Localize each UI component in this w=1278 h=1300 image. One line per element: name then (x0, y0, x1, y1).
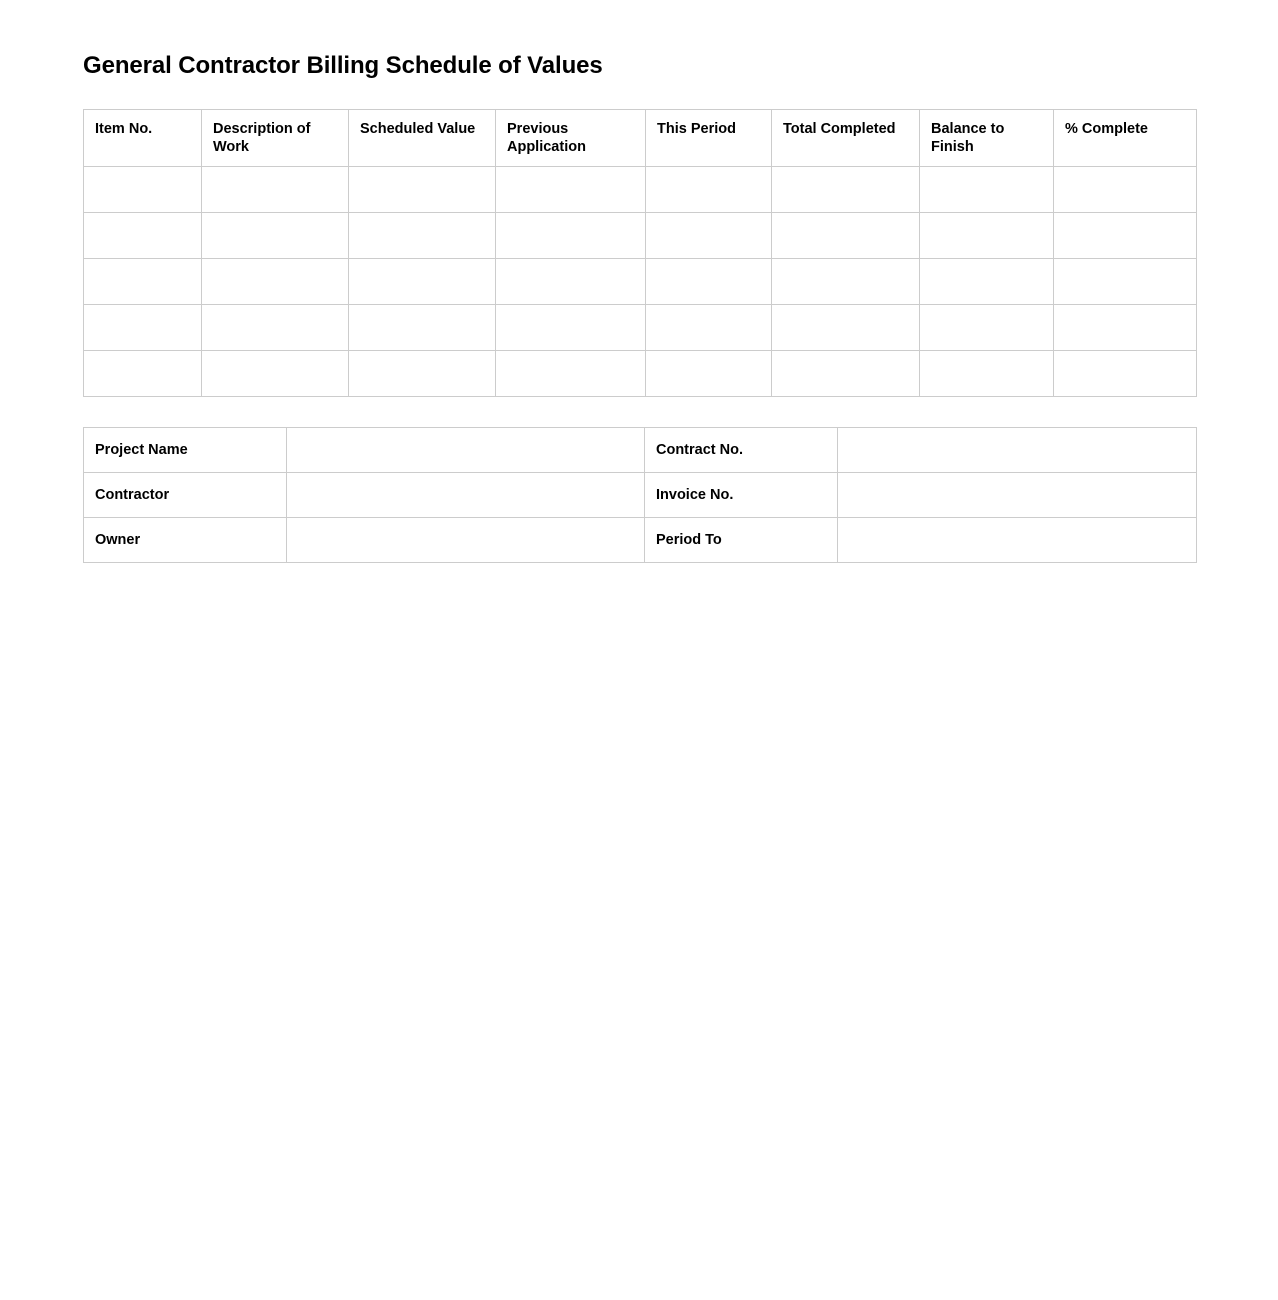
info-value-contractor[interactable] (287, 473, 645, 518)
cell-previous-app[interactable] (496, 351, 646, 397)
schedule-of-values-table (83, 109, 1197, 397)
cell-this-period[interactable] (646, 259, 772, 305)
cell-total-completed[interactable] (772, 305, 920, 351)
cell-percent-complete[interactable] (1054, 167, 1197, 213)
cell-description[interactable] (202, 351, 349, 397)
table-row (84, 167, 1197, 213)
cell-balance-finish[interactable] (920, 213, 1054, 259)
info-label-contractor: Contractor (84, 473, 287, 518)
cell-total-completed[interactable] (772, 259, 920, 305)
cell-this-period[interactable] (646, 167, 772, 213)
info-value-invoice-no[interactable] (838, 473, 1197, 518)
column-header-balance-finish: Balance to Finish (920, 110, 1054, 167)
cell-total-completed[interactable] (772, 213, 920, 259)
cell-scheduled-value[interactable] (349, 213, 496, 259)
cell-previous-app[interactable] (496, 259, 646, 305)
cell-previous-app[interactable] (496, 167, 646, 213)
column-header-this-period: This Period (646, 110, 772, 167)
info-label-invoice-no: Invoice No. (645, 473, 838, 518)
cell-this-period[interactable] (646, 305, 772, 351)
cell-item-no[interactable] (84, 213, 202, 259)
cell-this-period[interactable] (646, 351, 772, 397)
column-header-previous-app: Previous Application (496, 110, 646, 167)
table-row (84, 213, 1197, 259)
table-row (84, 259, 1197, 305)
cell-previous-app[interactable] (496, 305, 646, 351)
cell-scheduled-value[interactable] (349, 351, 496, 397)
cell-item-no[interactable] (84, 351, 202, 397)
cell-this-period[interactable] (646, 213, 772, 259)
column-header-total-completed: Total Completed (772, 110, 920, 167)
column-header-item-no: Item No. (84, 110, 202, 167)
column-header-description: Description of Work (202, 110, 349, 167)
column-header-percent-complete: % Complete (1054, 110, 1197, 167)
info-value-project-name[interactable] (287, 428, 645, 473)
info-label-contract-no: Contract No. (645, 428, 838, 473)
info-row (84, 473, 1197, 518)
cell-balance-finish[interactable] (920, 305, 1054, 351)
cell-scheduled-value[interactable] (349, 259, 496, 305)
project-info-table (83, 427, 1197, 563)
info-label-period-to: Period To (645, 518, 838, 563)
cell-scheduled-value[interactable] (349, 305, 496, 351)
cell-percent-complete[interactable] (1054, 351, 1197, 397)
cell-balance-finish[interactable] (920, 351, 1054, 397)
cell-description[interactable] (202, 213, 349, 259)
info-row (84, 518, 1197, 563)
cell-balance-finish[interactable] (920, 167, 1054, 213)
cell-description[interactable] (202, 167, 349, 213)
info-label-project-name: Project Name (84, 428, 287, 473)
column-header-scheduled-value: Scheduled Value (349, 110, 496, 167)
table-row (84, 305, 1197, 351)
cell-scheduled-value[interactable] (349, 167, 496, 213)
table-header-row (84, 110, 1197, 167)
cell-previous-app[interactable] (496, 213, 646, 259)
info-value-owner[interactable] (287, 518, 645, 563)
cell-percent-complete[interactable] (1054, 259, 1197, 305)
info-row (84, 428, 1197, 473)
cell-description[interactable] (202, 259, 349, 305)
cell-item-no[interactable] (84, 167, 202, 213)
info-label-owner: Owner (84, 518, 287, 563)
cell-item-no[interactable] (84, 305, 202, 351)
info-value-period-to[interactable] (838, 518, 1197, 563)
cell-total-completed[interactable] (772, 351, 920, 397)
page-title: General Contractor Billing Schedule of Values (83, 52, 603, 79)
cell-balance-finish[interactable] (920, 259, 1054, 305)
cell-description[interactable] (202, 305, 349, 351)
cell-percent-complete[interactable] (1054, 213, 1197, 259)
cell-percent-complete[interactable] (1054, 305, 1197, 351)
cell-total-completed[interactable] (772, 167, 920, 213)
table-row (84, 351, 1197, 397)
info-value-contract-no[interactable] (838, 428, 1197, 473)
cell-item-no[interactable] (84, 259, 202, 305)
